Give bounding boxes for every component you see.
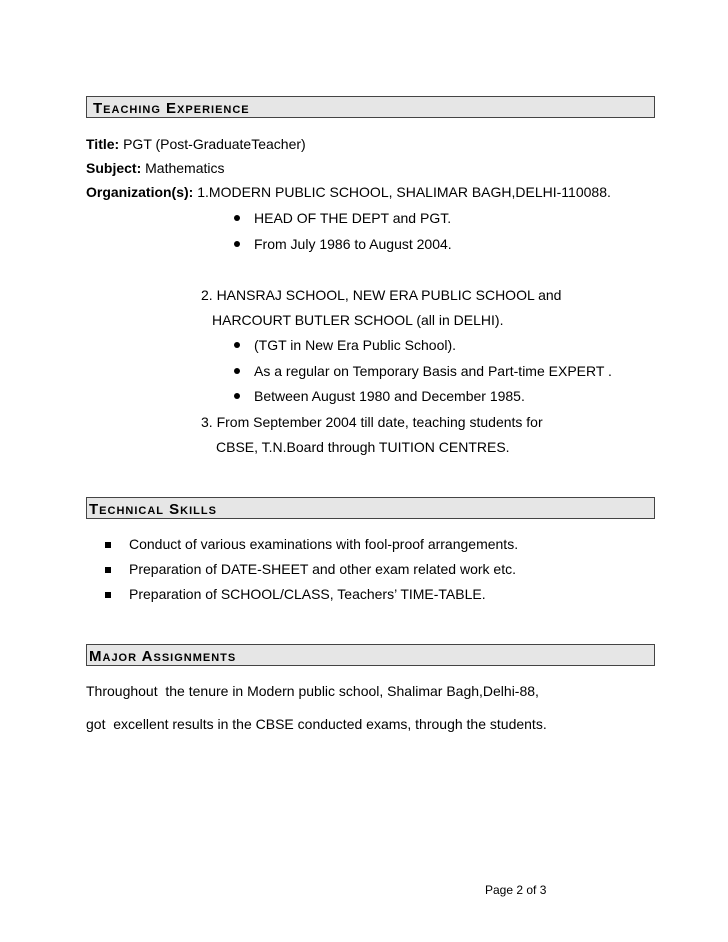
title-label: Title: bbox=[86, 136, 120, 152]
organization-2-line2: HARCOURT BUTLER SCHOOL (all in DELHI). bbox=[212, 312, 504, 328]
section-heading: Technical Skills bbox=[89, 501, 217, 518]
square-bullet-icon bbox=[105, 567, 111, 573]
skill-item: Preparation of SCHOOL/CLASS, Teachers’ TIME-TABLE. bbox=[129, 586, 486, 602]
section-header-technical-skills bbox=[86, 497, 655, 519]
org1-bullet: From July 1986 to August 2004. bbox=[254, 236, 452, 252]
org2-bullet: (TGT in New Era Public School). bbox=[254, 337, 457, 353]
org2-bullet: As a regular on Temporary Basis and Part-time EXPERT . bbox=[254, 363, 612, 379]
section-header-teaching-experience bbox=[86, 96, 655, 118]
bullet-icon bbox=[234, 368, 240, 374]
bullet-icon bbox=[234, 342, 240, 348]
skill-item: Preparation of DATE-SHEET and other exam related work etc. bbox=[129, 561, 516, 577]
title-value: PGT (Post-GraduateTeacher) bbox=[119, 136, 306, 152]
organization-3-line2: CBSE, T.N.Board through TUITION CENTRES. bbox=[216, 439, 510, 455]
title-line bbox=[86, 136, 306, 152]
square-bullet-icon bbox=[105, 542, 111, 548]
organization-3-line1: 3. From September 2004 till date, teaching students for bbox=[201, 414, 543, 430]
page-number: Page 2 of 3 bbox=[485, 883, 547, 897]
skill-item: Conduct of various examinations with fool-proof arrangements. bbox=[129, 536, 519, 552]
bullet-icon bbox=[234, 393, 240, 399]
bullet-icon bbox=[234, 215, 240, 221]
subject-label: Subject: bbox=[86, 160, 142, 176]
bullet-icon bbox=[234, 241, 240, 247]
org1-bullet: HEAD OF THE DEPT and PGT. bbox=[254, 210, 452, 226]
organization-2-line1: 2. HANSRAJ SCHOOL, NEW ERA PUBLIC SCHOOL and bbox=[201, 287, 562, 303]
section-heading: Major Assignments bbox=[89, 648, 237, 665]
section-heading: Teaching Experience bbox=[93, 100, 250, 117]
assignment-text-line2: got excellent results in the CBSE conducted exams, through the students. bbox=[86, 716, 547, 732]
org2-bullet: Between August 1980 and December 1985. bbox=[254, 388, 525, 404]
organization-label: Organization(s): bbox=[86, 184, 194, 200]
subject-value: Mathematics bbox=[141, 160, 225, 176]
subject-line bbox=[86, 160, 224, 176]
section-header-major-assignments bbox=[86, 644, 655, 666]
assignment-text-line1: Throughout the tenure in Modern public school, Shalimar Bagh,Delhi-88, bbox=[86, 683, 539, 699]
organization-line bbox=[86, 184, 611, 200]
organization-1: 1.MODERN PUBLIC SCHOOL, SHALIMAR BAGH,DELHI-110088. bbox=[193, 184, 611, 200]
square-bullet-icon bbox=[105, 592, 111, 598]
